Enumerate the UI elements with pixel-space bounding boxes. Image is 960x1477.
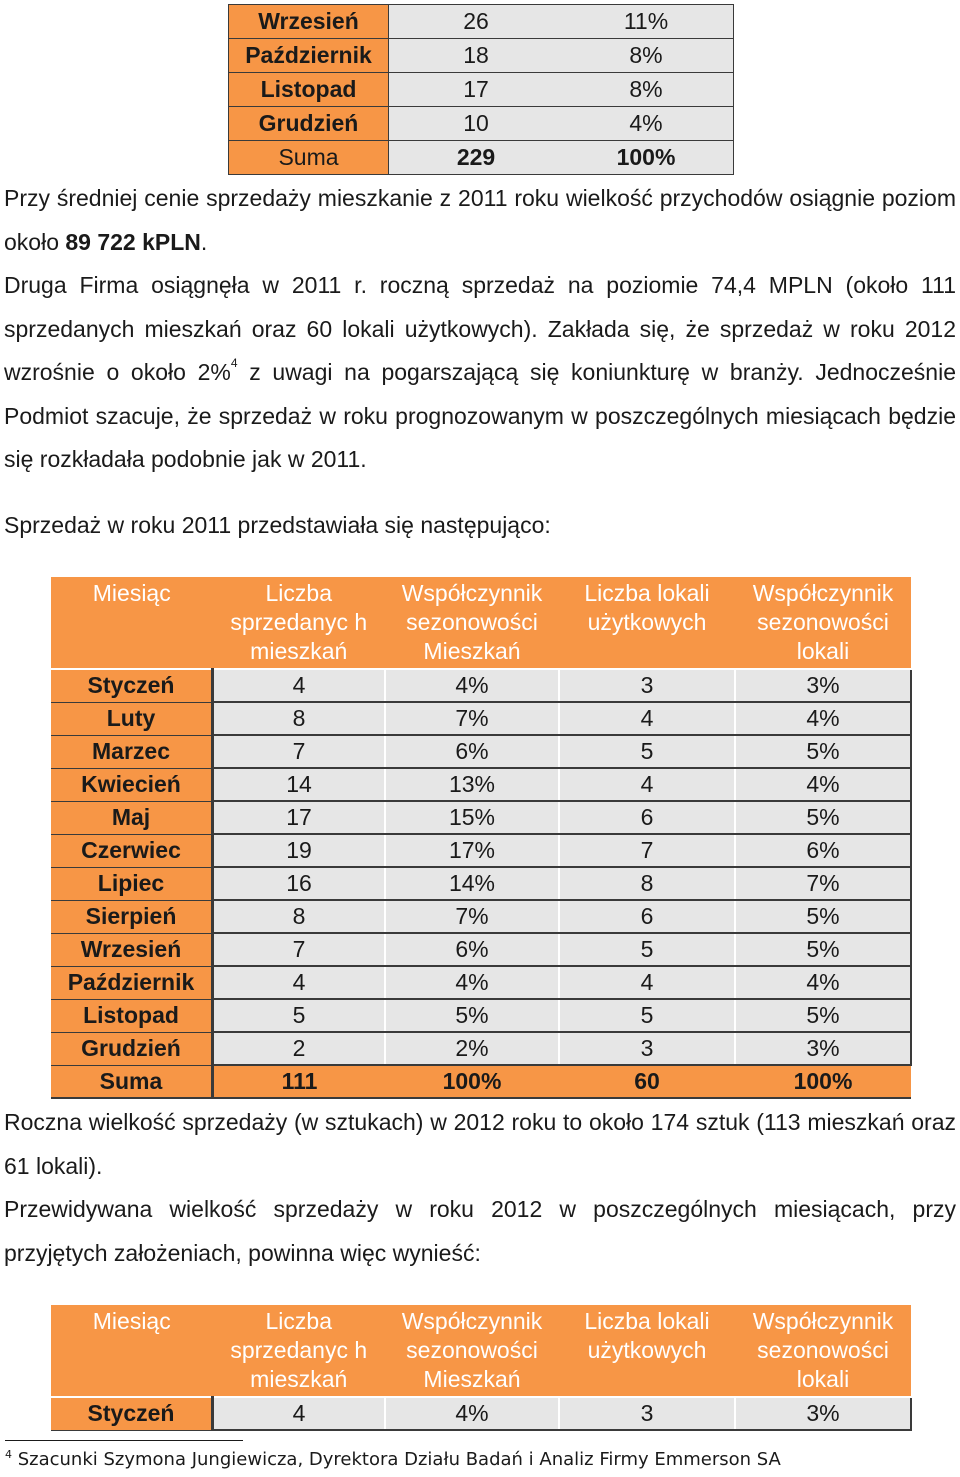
month-cell: Grudzień — [229, 107, 389, 141]
paragraph-annual-2012: Roczna wielkość sprzedaży (w sztukach) w 2012 roku to około 174 sztuk (113 mieszkań oraz 61 lokali). — [4, 1109, 956, 1179]
premises-seasonality-cell: 6% — [735, 834, 911, 867]
table-row — [229, 5, 734, 39]
value-cell — [389, 141, 734, 175]
text: . — [200, 228, 208, 255]
premises-count-cell: 6 — [559, 801, 735, 834]
forecast-2012-table-body — [51, 1305, 911, 1430]
premises-count-cell: 4 — [559, 768, 735, 801]
apartments-count-cell: 17 — [213, 801, 386, 834]
premises-count-cell: 5 — [559, 735, 735, 768]
apartments-count-cell: 8 — [213, 900, 386, 933]
apartments-seasonality-cell: 4% — [385, 1397, 559, 1430]
percent-value: 100% — [616, 144, 676, 170]
percent-value: 8% — [629, 76, 663, 102]
apartments-seasonality-cell: 13% — [385, 768, 559, 801]
footnote-text: Szacunki Szymona Jungiewicza, Dyrektora Działu Badań i Analiz Firmy Emmerson SA — [12, 1449, 781, 1470]
premises-seasonality-cell: 3% — [735, 1397, 911, 1430]
apartments-count-cell: 7 — [213, 933, 386, 966]
month-cell: Luty — [51, 702, 213, 735]
apartments-count-cell: 14 — [213, 768, 386, 801]
header-premises-count: Liczba lokali użytkowych — [559, 577, 735, 669]
top-table-body — [229, 5, 734, 175]
apartments-seasonality-cell: 17% — [385, 834, 559, 867]
table-row — [51, 801, 911, 834]
percent-value: 8% — [629, 42, 663, 68]
premises-seasonality-cell: 4% — [735, 702, 911, 735]
month-cell: Lipiec — [51, 867, 213, 900]
header-apartments-seasonality: Współczynnik sezonowości Mieszkań — [385, 577, 559, 669]
paragraph-revenue — [4, 177, 956, 264]
month-cell: Kwiecień — [51, 768, 213, 801]
table-row — [51, 702, 911, 735]
count-value: 229 — [456, 144, 496, 170]
month-cell: Suma — [51, 1065, 213, 1098]
header-apartments-count: Liczba sprzedanyc h mieszkań — [213, 1305, 386, 1397]
sum-label: Suma — [229, 141, 389, 175]
premises-count-cell: 5 — [559, 999, 735, 1032]
premises-count-cell: 60 — [559, 1065, 735, 1098]
apartments-count-cell: 16 — [213, 867, 386, 900]
paragraph-intro-2011: Sprzedaż w roku 2011 przedstawiała się następująco: — [4, 512, 551, 538]
apartments-seasonality-cell: 5% — [385, 999, 559, 1032]
text: Przy średniej cenie sprzedaży mieszkanie z 2011 roku wielkość przychodów osiągnie poziom około — [4, 185, 956, 255]
header-premises-count: Liczba lokali użytkowych — [559, 1305, 735, 1397]
table-row — [51, 735, 911, 768]
table-row — [229, 73, 734, 107]
premises-seasonality-cell: 5% — [735, 801, 911, 834]
apartments-seasonality-cell: 4% — [385, 966, 559, 999]
premises-seasonality-cell: 5% — [735, 933, 911, 966]
value-cell — [389, 39, 734, 73]
premises-seasonality-cell: 4% — [735, 768, 911, 801]
premises-count-cell: 4 — [559, 966, 735, 999]
premises-seasonality-cell: 4% — [735, 966, 911, 999]
sum-row — [51, 1065, 911, 1098]
footnote — [5, 1449, 781, 1470]
month-cell: Wrzesień — [229, 5, 389, 39]
percent-value: 11% — [623, 8, 669, 34]
top-sales-table — [228, 4, 734, 175]
apartments-seasonality-cell: 2% — [385, 1032, 559, 1065]
apartments-count-cell: 4 — [213, 1397, 386, 1430]
premises-seasonality-cell: 5% — [735, 999, 911, 1032]
apartments-seasonality-cell: 15% — [385, 801, 559, 834]
count-value: 17 — [463, 76, 489, 102]
premises-seasonality-cell: 3% — [735, 1032, 911, 1065]
premises-count-cell: 7 — [559, 834, 735, 867]
footnote-number: 4 — [5, 1448, 12, 1461]
month-cell: Czerwiec — [51, 834, 213, 867]
premises-count-cell: 4 — [559, 702, 735, 735]
value-cell — [389, 107, 734, 141]
forecast-2012-table — [51, 1305, 912, 1431]
table-row — [51, 999, 911, 1032]
sales-2011-table-body — [51, 577, 911, 1098]
table-row — [229, 107, 734, 141]
table-row — [51, 1032, 911, 1065]
table-row — [51, 669, 911, 702]
header-apartments-seasonality: Współczynnik sezonowości Mieszkań — [385, 1305, 559, 1397]
value-cell — [389, 5, 734, 39]
apartments-seasonality-cell: 14% — [385, 867, 559, 900]
month-cell: Maj — [51, 801, 213, 834]
table-row — [51, 933, 911, 966]
table-row — [51, 1397, 911, 1430]
apartments-count-cell: 7 — [213, 735, 386, 768]
sum-row — [229, 141, 734, 175]
count-value: 18 — [463, 42, 489, 68]
premises-seasonality-cell: 3% — [735, 669, 911, 702]
table-row — [229, 39, 734, 73]
month-cell: Styczeń — [51, 1397, 213, 1430]
apartments-count-cell: 2 — [213, 1032, 386, 1065]
month-cell: Listopad — [229, 73, 389, 107]
count-value: 26 — [463, 8, 489, 34]
apartments-seasonality-cell: 7% — [385, 702, 559, 735]
paragraph-second-company — [4, 264, 956, 482]
month-cell: Wrzesień — [51, 933, 213, 966]
text: z uwagi na pogarszającą się koniunkturę w branży. Jednocześnie Podmiot szacuje, że sprzedaż w roku prognozowanym w poszczególnych miesiącach będzie się rozkładała podobnie jak w 2011. — [4, 359, 956, 472]
premises-count-cell: 5 — [559, 933, 735, 966]
premises-count-cell: 3 — [559, 669, 735, 702]
premises-seasonality-cell: 5% — [735, 900, 911, 933]
header-row — [51, 1305, 911, 1397]
table-row — [51, 966, 911, 999]
percent-value: 4% — [629, 110, 663, 136]
revenue-value: 89 722 kPLN — [65, 228, 201, 255]
count-value: 10 — [463, 110, 489, 136]
table-row — [51, 867, 911, 900]
apartments-count-cell: 4 — [213, 669, 386, 702]
apartments-count-cell: 111 — [213, 1065, 386, 1098]
month-cell: Październik — [229, 39, 389, 73]
premises-seasonality-cell: 100% — [735, 1065, 911, 1098]
text: Druga Firma osiągnęła w 2011 r. roczną sprzedaż na poziomie 74,4 MPLN (około 111 sprzedanych mieszkań oraz 60 lokali użytkowych). Zakłada się, że sprzedaż w roku 2012 wzrośnie o około 2% — [4, 272, 956, 385]
premises-count-cell: 6 — [559, 900, 735, 933]
month-cell: Grudzień — [51, 1032, 213, 1065]
apartments-seasonality-cell: 6% — [385, 735, 559, 768]
apartments-seasonality-cell: 100% — [385, 1065, 559, 1098]
premises-count-cell: 8 — [559, 867, 735, 900]
apartments-seasonality-cell: 7% — [385, 900, 559, 933]
sales-2011-table — [51, 577, 912, 1099]
header-premises-seasonality: Współczynnik sezonowości lokali — [735, 1305, 911, 1397]
header-month: Miesiąc — [51, 577, 213, 669]
table-row — [51, 900, 911, 933]
premises-seasonality-cell: 5% — [735, 735, 911, 768]
apartments-count-cell: 19 — [213, 834, 386, 867]
month-cell: Sierpień — [51, 900, 213, 933]
premises-seasonality-cell: 7% — [735, 867, 911, 900]
month-cell: Październik — [51, 966, 213, 999]
month-cell: Styczeń — [51, 669, 213, 702]
apartments-count-cell: 8 — [213, 702, 386, 735]
footnote-separator — [5, 1440, 243, 1441]
header-month: Miesiąc — [51, 1305, 213, 1397]
premises-count-cell: 3 — [559, 1032, 735, 1065]
month-cell: Marzec — [51, 735, 213, 768]
month-cell: Listopad — [51, 999, 213, 1032]
table-row — [51, 834, 911, 867]
apartments-seasonality-cell: 4% — [385, 669, 559, 702]
paragraph-forecast-2012: Przewidywana wielkość sprzedaży w roku 2012 w poszczególnych miesiącach, przy przyjętych założeniach, powinna więc wynieść: — [4, 1196, 956, 1266]
footnote-ref[interactable]: 4 — [230, 356, 238, 370]
apartments-seasonality-cell: 6% — [385, 933, 559, 966]
premises-count-cell: 3 — [559, 1397, 735, 1430]
header-apartments-count: Liczba sprzedanyc h mieszkań — [213, 577, 386, 669]
header-row — [51, 577, 911, 669]
apartments-count-cell: 5 — [213, 999, 386, 1032]
apartments-count-cell: 4 — [213, 966, 386, 999]
table-row — [51, 768, 911, 801]
value-cell — [389, 73, 734, 107]
header-premises-seasonality: Współczynnik sezonowości lokali — [735, 577, 911, 669]
